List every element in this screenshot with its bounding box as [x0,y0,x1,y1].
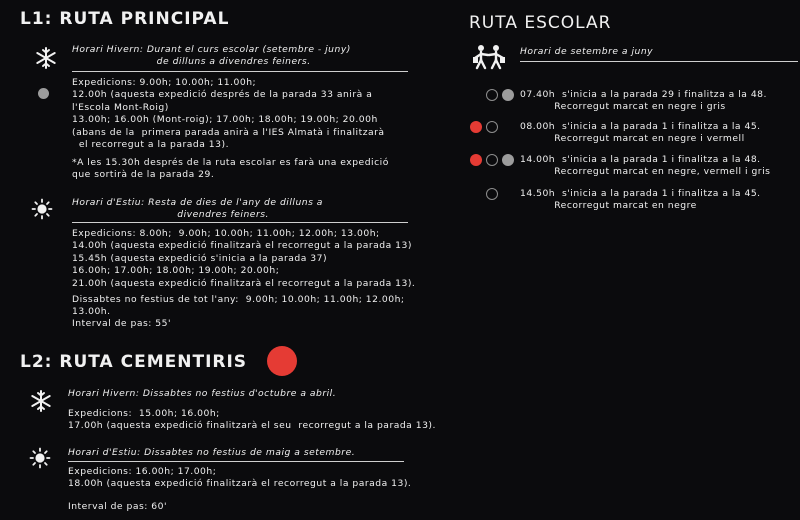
escolar-row-1400: 14.00h s'inicia a la parada 1 i finalitza a la 48. Recorregut marcat en negre, vermell i gris [520,154,771,178]
black-route-dot [486,89,498,101]
l1-winter-expeditions: Expedicions: 9.00h; 10.00h; 11.00h; 12.00h (aquesta expedició després de la parada 33 anirà a l'Escola Mont-Roig) 13.00h; 16.00h (Mont-roig); 17.00h; 18.00h; 19.00h; 20.00h (abans de la primera parada anirà a l'IES Almatà i finalitzarà el recorregut a la parada 13). [72,77,385,151]
grey-route-dot [502,89,514,101]
sun-icon [32,199,52,219]
l1-summer-expeditions: Expedicions: 8.00h; 9.00h; 10.00h; 11.00h; 12.00h; 13.00h; 14.00h (aquesta expedició finalitzarà el recorregut a la parada 13) 15.45h (aquesta expedició s'inicia a la parada 37) 16.00h; 17.00h; 18.00h; 19.00h; 20.00h; 21.00h (aquesta expedició finalitzarà el recorregut a la parada 13). [72,228,416,289]
escolar-divider [520,61,798,62]
l2-summer-heading: Horari d'Estiu: Dissabtes no festius de maig a setembre. [68,447,356,458]
escolar-title: RUTA ESCOLAR [469,13,612,33]
l1-winter-divider [72,71,408,72]
escolar-row-1450: 14.50h s'inicia a la parada 1 i finalitza a la 45. Recorregut marcat en negre [520,188,761,212]
snowflake-icon [30,390,52,412]
sun-icon [30,448,50,468]
l1-title: L1: RUTA PRINCIPAL [20,9,230,29]
l1-winter-note: *A les 15.30h després de la ruta escolar es farà una expedició que sortirà de la parada 29. [72,157,389,181]
black-route-dot [486,188,498,200]
black-route-dot [486,121,498,133]
red-route-dot [267,346,297,376]
escolar-row-0800: 08.00h s'inicia a la parada 1 i finalitza a la 45. Recorregut marcat en negre i vermell [520,121,761,145]
l1-summer-heading: Horari d'Estiu: Resta de dies de l'any de dilluns a divendres feiners. [72,197,323,221]
l2-interval: Interval de pas: 60' [68,501,167,512]
l1-winter-heading: Horari Hivern: Durant el curs escolar (setembre - juny) de dilluns a divendres feiners. [72,44,351,68]
grey-route-dot [502,154,514,166]
escolar-row-0740: 07.40h s'inicia a la parada 29 i finalitza a la 48. Recorregut marcat en negre i gris [520,89,767,113]
l2-winter-expeditions: Expedicions: 15.00h; 16.00h; 17.00h (aquesta expedició finalitzarà el seu recorregut a la parada 13). [68,408,436,432]
escolar-heading: Horari de setembre a juny [520,46,654,57]
l1-saturday-schedule: Dissabtes no festius de tot l'any: 9.00h; 10.00h; 11.00h; 12.00h; 13.00h. [72,294,405,318]
l2-winter-heading: Horari Hivern: Dissabtes no festius d'octubre a abril. [68,388,337,399]
snowflake-icon [35,47,57,69]
red-route-dot [470,154,482,166]
l2-summer-expeditions: Expedicions: 16.00h; 17.00h; 18.00h (aquesta expedició finalitzarà el recorregut a la parada 13). [68,466,412,490]
l2-title: L2: RUTA CEMENTIRIS [20,352,248,372]
school-children-icon [472,44,506,70]
l1-interval: Interval de pas: 55' [72,318,171,329]
black-route-dot [486,154,498,166]
red-route-dot [470,121,482,133]
l1-summer-divider [72,222,408,223]
l2-summer-divider [68,461,404,462]
grey-route-dot [38,88,49,99]
